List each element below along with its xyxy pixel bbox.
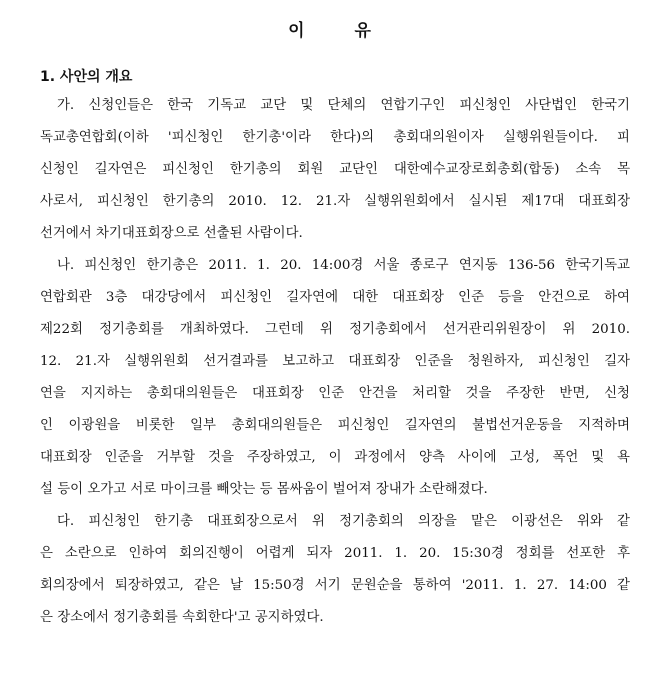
paragraph-line: 사로서, 피신청인 한기총의 2010. 12. 21.자 실행위원회에서 실시된 제17대 대표회장	[40, 194, 630, 209]
document-title: 이 유	[288, 21, 373, 41]
paragraph-line: 은 장소에서 정기총회를 속회한다'고 공지하였다.	[40, 610, 324, 625]
paragraph-line: 12. 21.자 실행위원회 선거결과를 보고하고 대표회장 인준을 청원하자, 피신청인 길자	[40, 354, 630, 369]
paragraph-line: 신청인 길자연은 피신청인 한기총의 회원 교단인 대한예수교장로회총회(합동) 소속 목	[40, 162, 630, 177]
paragraph-line: 설 등이 오가고 서로 마이크를 빼앗는 등 몸싸움이 벌어져 장내가 소란해졌다.	[40, 482, 488, 497]
section-heading: 1. 사안의 개요	[40, 69, 133, 85]
paragraph-line: 대표회장 인준을 거부할 것을 주장하였고, 이 과정에서 양측 사이에 고성, 폭언 및 욕	[40, 450, 630, 465]
paragraph-line: 제22회 정기총회를 개최하였다. 그런데 위 정기총회에서 선거관리위원장이 위 2010.	[40, 322, 630, 337]
paragraph-line: 은 소란으로 인하여 회의진행이 어렵게 되자 2011. 1. 20. 15:30경 정회를 선포한 후	[40, 546, 630, 561]
paragraph-line: 가. 신청인들은 한국 기독교 교단 및 단체의 연합기구인 피신청인 사단법인 한국기	[57, 98, 630, 113]
paragraph-line: 인 이광원을 비롯한 일부 총회대의원들은 피신청인 길자연의 불법선거운동을 지적하며	[40, 418, 630, 433]
paragraph-line: 연합회관 3층 대강당에서 피신청인 길자연에 대한 대표회장 인준 등을 안건으로 하여	[40, 290, 630, 305]
paragraph-line: 회의장에서 퇴장하였고, 같은 날 15:50경 서기 문원순을 통하여 '2011. 1. 27. 14:00 같	[40, 578, 630, 593]
paragraph-line: 연을 지지하는 총회대의원들은 대표회장 인준 안건을 처리할 것을 주장한 반면, 신청	[40, 386, 630, 401]
paragraph-line: 독교총연합회(이하 '피신청인 한기총'이라 한다)의 총회대의원이자 실행위원들이다. 피	[40, 130, 630, 145]
paragraph-line: 선거에서 차기대표회장으로 선출된 사람이다.	[40, 226, 303, 241]
paragraph-line: 다. 피신청인 한기총 대표회장으로서 위 정기총회의 의장을 맡은 이광선은 위와 같	[57, 514, 630, 529]
paragraph-line: 나. 피신청인 한기총은 2011. 1. 20. 14:00경 서울 종로구 연지동 136-56 한국기독교	[57, 258, 630, 273]
